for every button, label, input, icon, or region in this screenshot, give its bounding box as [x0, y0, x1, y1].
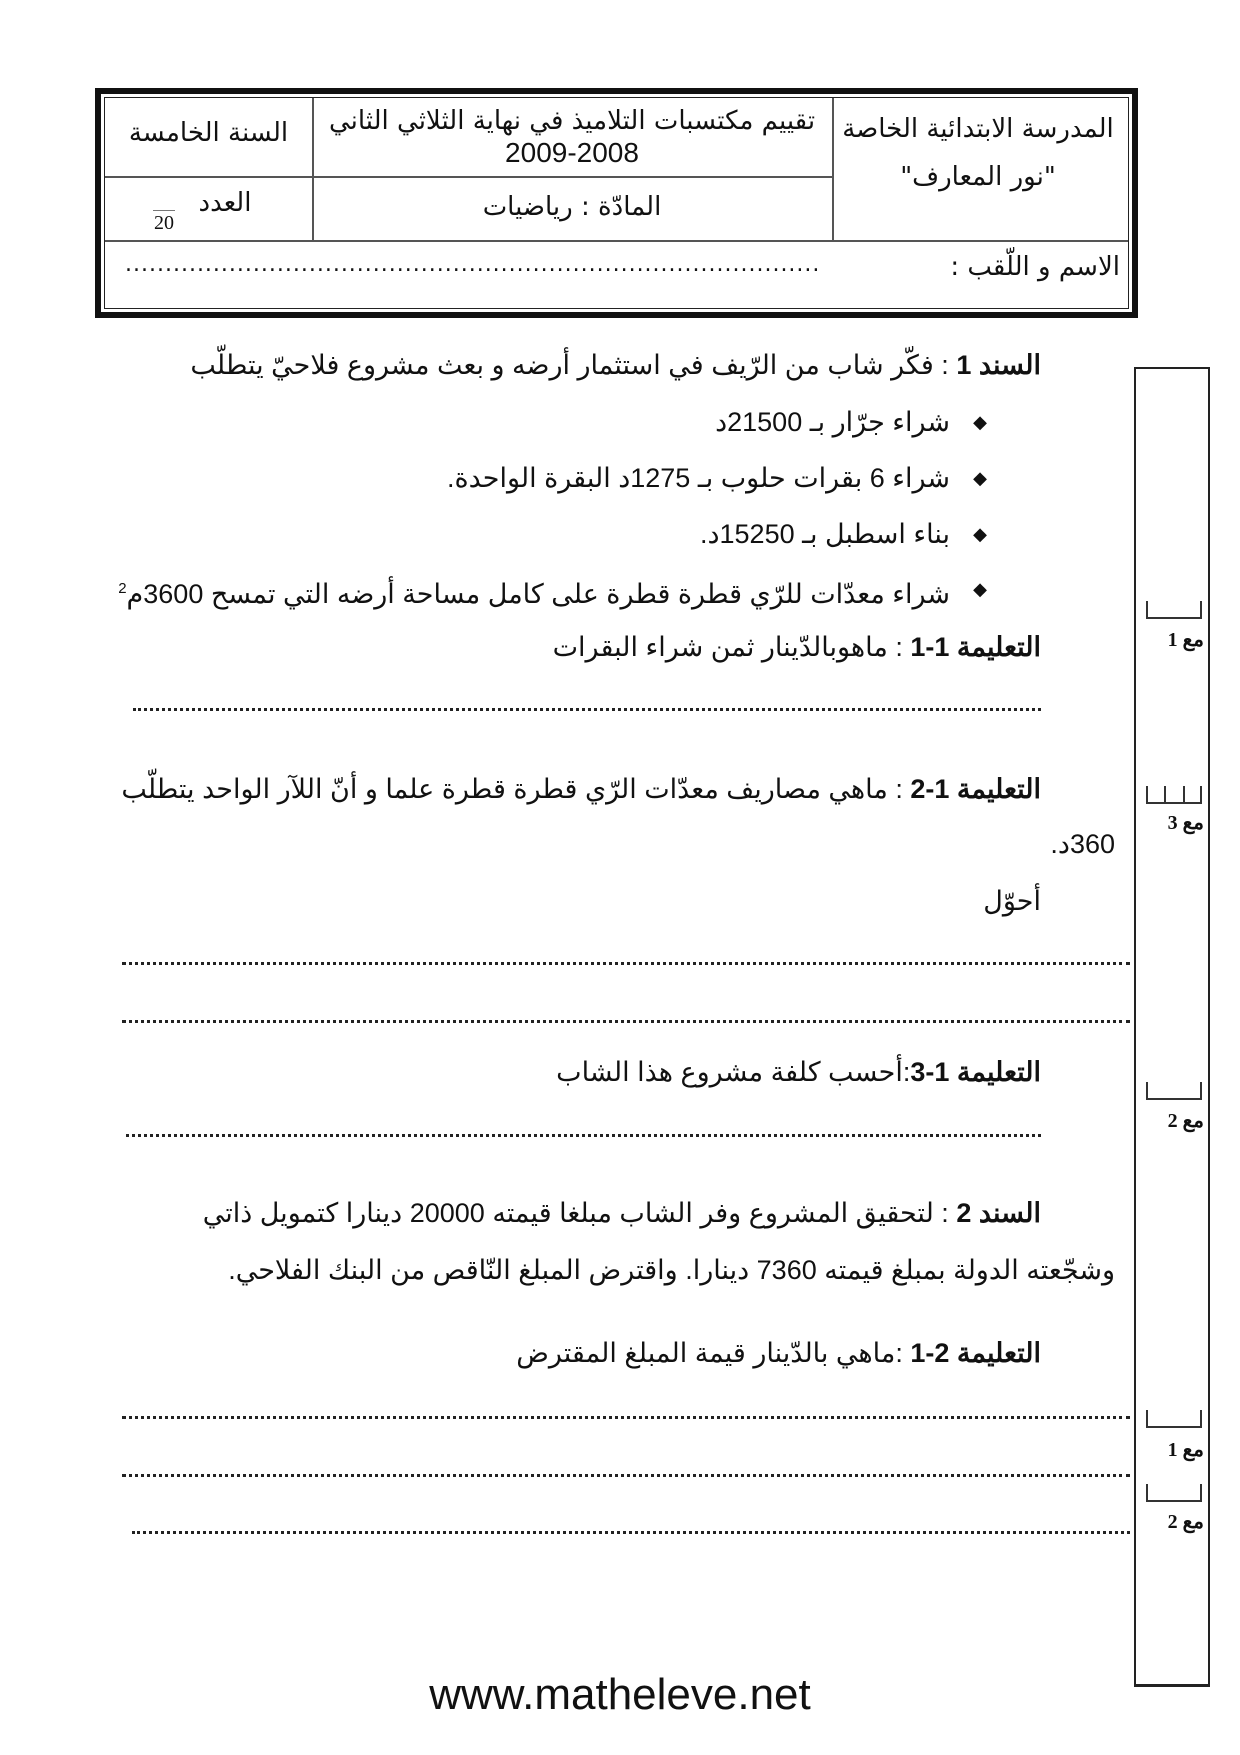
diamond-bullet-icon: ◆: [973, 412, 987, 433]
superscript: 2: [118, 580, 127, 597]
bullet-item: [118, 572, 950, 611]
footer-website: www.matheleve.net: [429, 1670, 811, 1719]
instruction-text: :أحسب كلفة مشروع هذا الشاب: [556, 1057, 911, 1087]
sanad1-label: السند 1: [956, 350, 1041, 380]
sanad2-text: : لتحقيق المشروع وفر الشاب مبلغا قيمته 20000 دينارا كتمويل ذاتي: [202, 1198, 949, 1228]
instruction-label: التعليمة 1-2: [910, 774, 1041, 804]
instruction-1-3: [556, 1055, 1041, 1089]
instruction-2-1: [516, 1336, 1041, 1370]
instruction-text: : ماهي مصاريف معدّات الرّي قطرة قطرة علما و أنّ اللآر الواحد يتطلّب: [121, 774, 903, 804]
bullet-item: شراء جرّار بـ 21500د: [715, 407, 950, 437]
grade-level: السنة الخامسة: [128, 118, 289, 148]
sanad2-line2: وشجّعته الدولة بمبلغ قيمته 7360 دينارا. واقترض المبلغ النّاقص من البنك الفلاحي.: [228, 1255, 1115, 1285]
answer-line[interactable]: [122, 962, 1130, 965]
subject: المادّة : رياضيات: [482, 192, 662, 222]
name-field[interactable]: .......................................................................................: [125, 252, 821, 277]
instruction-label: التعليمة 1-3: [910, 1057, 1041, 1087]
school-name: المدرسة الابتدائية الخاصة: [842, 114, 1114, 144]
answer-line[interactable]: [126, 1134, 1041, 1137]
header-table: [95, 88, 1138, 318]
instruction-label: التعليمة 1-1: [910, 632, 1041, 662]
score-fraction-bar: [153, 210, 175, 211]
answer-line[interactable]: [133, 708, 1041, 711]
sanad1-line: [190, 348, 1041, 382]
grading-margin-column: [1134, 367, 1210, 1687]
diamond-bullet-icon: ◆: [973, 468, 987, 489]
sanad2-line1: [203, 1196, 1041, 1230]
instruction-label: التعليمة 2-1: [910, 1338, 1041, 1368]
mark-label: مع 1: [1167, 629, 1204, 651]
mark-box: [1146, 1484, 1202, 1502]
mark-box: [1146, 601, 1202, 619]
bullet-item: شراء 6 بقرات حلوب بـ 1275د البقرة الواحدة.: [446, 463, 950, 493]
mark-box-divider: [1164, 786, 1166, 802]
header-table-inner: [104, 97, 1129, 309]
mark-label: مع 1: [1167, 1439, 1204, 1461]
mark-box: [1146, 1082, 1202, 1100]
instruction-continuation: 360د.: [1050, 829, 1115, 859]
answer-line[interactable]: [122, 1416, 1130, 1419]
mark-box: [1146, 786, 1202, 804]
exam-title: تقييم مكتسبات التلاميذ في نهاية الثلاثي الثاني: [328, 106, 816, 136]
mark-label: مع 2: [1167, 1110, 1204, 1132]
mark-label: مع 2: [1167, 1511, 1204, 1533]
school-nickname: "نور المعارف": [900, 162, 1056, 192]
bullet-item-text: شراء معدّات للرّي قطرة قطرة على كامل مساحة أرضه التي تمسح 3600م: [126, 579, 950, 609]
name-label: الاسم و اللّقب :: [950, 252, 1120, 282]
instruction-note: أحوّل: [983, 886, 1041, 916]
instruction-1-2: [121, 772, 1041, 806]
sanad2-label: السند 2: [956, 1198, 1041, 1228]
answer-line[interactable]: [132, 1531, 1130, 1534]
score-label: العدد: [198, 188, 252, 218]
diamond-bullet-icon: ◆: [973, 524, 987, 545]
bullet-item: بناء اسطبل بـ 15250د.: [699, 519, 950, 549]
answer-line[interactable]: [122, 1020, 1130, 1023]
mark-box: [1146, 1410, 1202, 1428]
sanad1-text: : فكّر شاب من الرّيف في استثمار أرضه و بعث مشروع فلاحيّ يتطلّب: [190, 350, 949, 380]
row-divider: [105, 240, 1128, 242]
score-max: 20: [154, 212, 174, 234]
diamond-bullet-icon: ◆: [973, 579, 987, 600]
instruction-text: : ماهوبالدّينار ثمن شراء البقرات: [552, 632, 903, 662]
mark-label: مع 3: [1167, 812, 1204, 834]
school-year: 2009-2008: [505, 137, 639, 168]
answer-line[interactable]: [122, 1474, 1130, 1477]
mark-box-divider: [1183, 786, 1185, 802]
instruction-1-1: [553, 630, 1041, 664]
row-divider: [105, 176, 832, 178]
instruction-text: :ماهي بالدّينار قيمة المبلغ المقترض: [516, 1338, 903, 1368]
